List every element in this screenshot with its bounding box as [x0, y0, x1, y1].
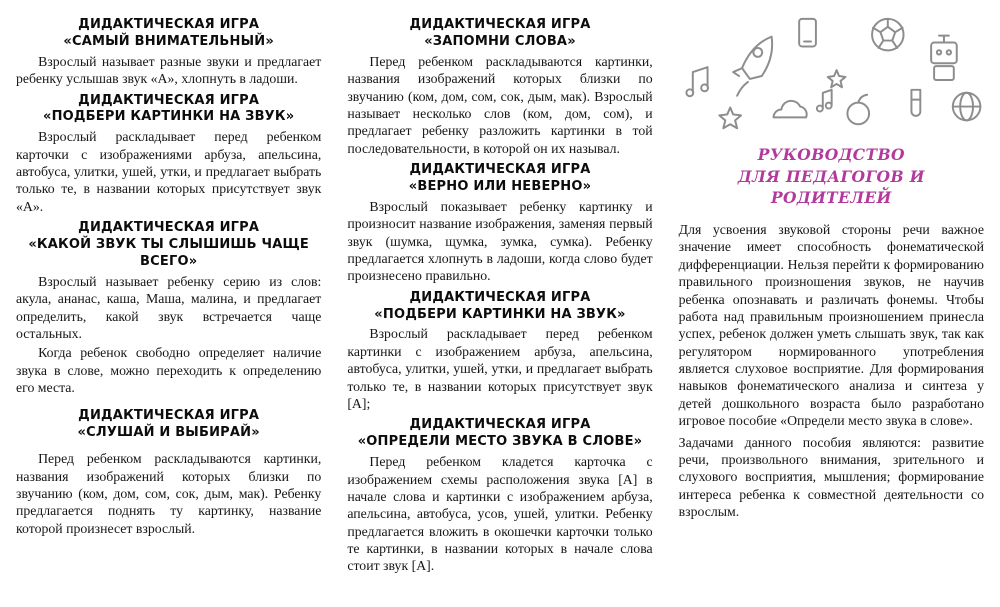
game-description: Когда ребенок свободно определяет наличие звука в слове, можно переходить к определению его места.	[16, 345, 322, 396]
game-section	[347, 17, 652, 157]
game-section	[16, 93, 321, 216]
game-heading	[16, 408, 321, 442]
game-name: «ВЕРНО ИЛИ НЕВЕРНО»	[408, 178, 592, 194]
game-description: Взрослый раскладывает перед ребенком картинки с изображением арбуза, апельсина, автобуса, улитки, ушей, утки, и предлагает выбрать только те, в названии которых присутствует звук [А];	[347, 326, 653, 411]
game-section	[347, 417, 652, 574]
game-heading	[347, 417, 652, 451]
cover-paragraph: Задачами данного пособия являются: развитие речи, произвольного внимания, зрительного и слухового восприятия, мышления; формирование интереса ребенка к совместной деятельности со взрослым.	[678, 434, 984, 520]
game-description: Перед ребенком раскладываются картинки, названия изображений которых близки по звучанию (ком, дом, сом, сок, дым, мак). Взрослый называет несколько слов (ком, дом, сом), и предлагает ребенку разложить картинки в той последовательности, в которой он их называл.	[347, 53, 653, 156]
game-name: «КАКОЙ ЗВУК ТЫ СЛЫШИШЬ ЧАЩЕ ВСЕГО»	[28, 237, 309, 269]
game-heading	[347, 290, 652, 324]
panel-left	[16, 12, 321, 599]
cover-paragraph: Для усвоения звуковой стороны речи важное значение имеет способность фонематической дифференциации. Нельзя перейти к формированию правильного произношения звуков, не научив ребенка опознавать и различать фонемы. Чтобы работа над правильным произношением принесла успех, ребенок должен уметь слышать звук, так как регулятором нормированного употребления является слуховое восприятие. Для формирования навыков фонематического анализа и синтеза у детей дошкольного возраста было разработано игровое пособие «Определи место звука в слове».	[678, 222, 984, 429]
game-kicker: ДИДАКТИЧЕСКАЯ ИГРА	[409, 17, 591, 32]
game-heading	[16, 220, 321, 271]
game-section	[16, 17, 321, 88]
game-kicker: ДИДАКТИЧЕСКАЯ ИГРА	[409, 289, 591, 305]
brochure-title-line1: РУКОВОДСТВО	[757, 145, 905, 164]
game-description: Взрослый раскладывает перед ребенком карточки с изображениями арбуза, апельсина, автобуса, улитки, ушей, утки, и предлагает выбрать только те, в названии которых присутствует звук «А».	[16, 129, 322, 214]
game-name: «ЗАПОМНИ СЛОВА»	[424, 33, 576, 49]
brochure-title-line2: ДЛЯ ПЕДАГОГОВ И РОДИТЕЛЕЙ	[737, 166, 925, 208]
game-section	[16, 220, 321, 396]
game-heading	[347, 162, 652, 196]
game-heading	[16, 93, 321, 127]
game-kicker: ДИДАКТИЧЕСКАЯ ИГРА	[409, 162, 591, 178]
doodle-illustration	[679, 12, 984, 142]
game-kicker: ДИДАКТИЧЕСКАЯ ИГРА	[78, 408, 260, 424]
game-kicker: ДИДАКТИЧЕСКАЯ ИГРА	[78, 92, 260, 108]
game-name: «ОПРЕДЕЛИ МЕСТО ЗВУКА В СЛОВЕ»	[357, 434, 643, 450]
game-name: «СЛУШАЙ И ВЫБИРАЙ»	[77, 425, 260, 441]
brochure-title	[679, 144, 984, 209]
game-section	[16, 408, 321, 537]
game-heading	[16, 17, 321, 51]
game-description: Взрослый называет разные звуки и предлагает ребенку услышав звук «А», хлопнуть в ладоши.	[16, 53, 322, 87]
game-description: Взрослый называет ребенку серию из слов: акула, ананас, каша, Маша, малина, и предлагает определить, какой звук встречается чаще остальных.	[16, 273, 322, 341]
game-name: «САМЫЙ ВНИМАТЕЛЬНЫЙ»	[63, 33, 274, 49]
game-kicker: ДИДАКТИЧЕСКАЯ ИГРА	[409, 417, 591, 433]
game-description: Перед ребенком раскладываются картинки, названия изображений которых близки по звучанию (ком, дом, сом, сок, дым, мак). Ребенку предлагается поднять ту картинку, название которой произнесет взрослый.	[16, 451, 322, 536]
game-section	[347, 290, 652, 413]
game-description: Взрослый показывает ребенку картинку и произносит название изображения, заменяя первый звук (шумка, щумка, зумка, сумка). Ребенку предлагается хлопнуть в ладоши, когда слово будет произнесено правильно.	[347, 198, 653, 284]
game-heading	[347, 17, 652, 51]
panel-middle	[347, 12, 652, 599]
game-kicker: ДИДАКТИЧЕСКАЯ ИГРА	[78, 220, 260, 236]
school-doodles-icon	[679, 12, 984, 142]
panel-right	[679, 12, 984, 599]
game-kicker: ДИДАКТИЧЕСКАЯ ИГРА	[78, 17, 260, 32]
game-name: «ПОДБЕРИ КАРТИНКИ НА ЗВУК»	[42, 109, 295, 125]
game-name: «ПОДБЕРИ КАРТИНКИ НА ЗВУК»	[374, 306, 626, 322]
game-section	[347, 162, 652, 285]
game-description: Перед ребенком кладется карточка с изображением схемы расположения звука [А] в начале слова и картинки с изображением арбуза, апельсина, автобуса, усов, ушей, улитки. Ребенку предлагается вложить в окошечки карточки только те картинки, в названии которых в начале слова стоит звук [А].	[347, 454, 653, 574]
